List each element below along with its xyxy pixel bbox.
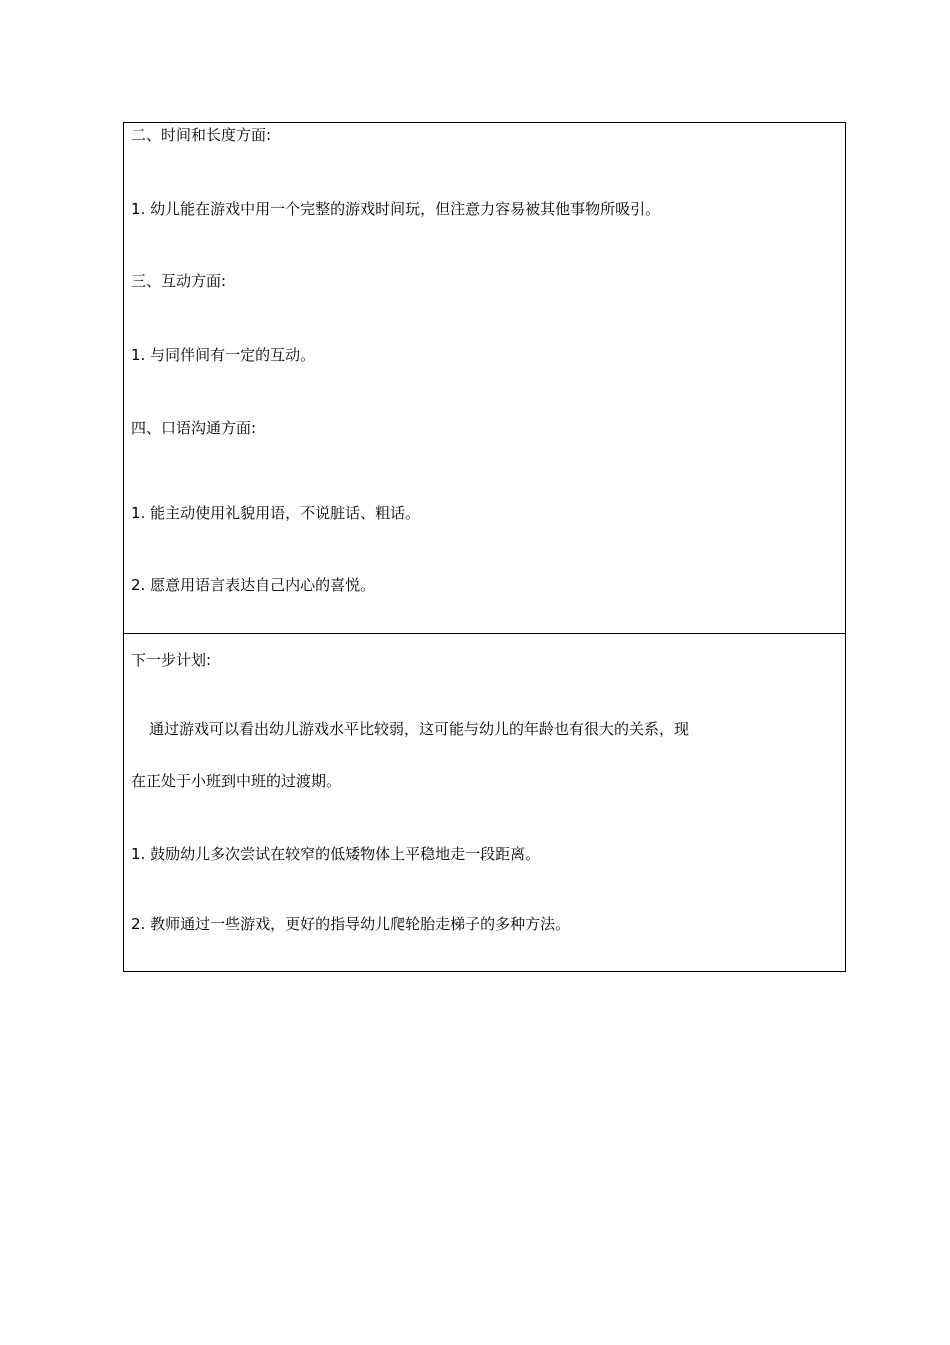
plan-paragraph-line-2: 在正处于小班到中班的过渡期。 (131, 772, 342, 790)
section-heading-oral-communication: 四、口语沟通方面: (131, 419, 257, 437)
section-heading-interaction: 三、互动方面: (131, 272, 227, 290)
plan-item-2: 2. 教师通过一些游戏，更好的指导幼儿爬轮胎走梯子的多种方法。 (131, 915, 571, 933)
next-step-plan-cell (124, 634, 845, 971)
plan-item-1: 1. 鼓励幼儿多次尝试在较窄的低矮物体上平稳地走一段距离。 (131, 845, 541, 863)
record-table (123, 122, 846, 972)
next-step-plan-heading: 下一步计划: (131, 651, 212, 669)
oral-communication-item-2: 2. 愿意用语言表达自己内心的喜悦。 (131, 576, 376, 594)
time-duration-item-1: 1. 幼儿能在游戏中用一个完整的游戏时间玩，但注意力容易被其他事物所吸引。 (131, 200, 661, 218)
oral-communication-item-1: 1. 能主动使用礼貌用语，不说脏话、粗话。 (131, 504, 421, 522)
section-heading-time-duration: 二、时间和长度方面: (131, 126, 272, 144)
interaction-item-1: 1. 与同伴间有一定的互动。 (131, 346, 316, 364)
observation-cell (124, 123, 845, 634)
plan-paragraph-line-1: 通过游戏可以看出幼儿游戏水平比较弱，这可能与幼儿的年龄也有很大的关系，现 (149, 720, 690, 738)
